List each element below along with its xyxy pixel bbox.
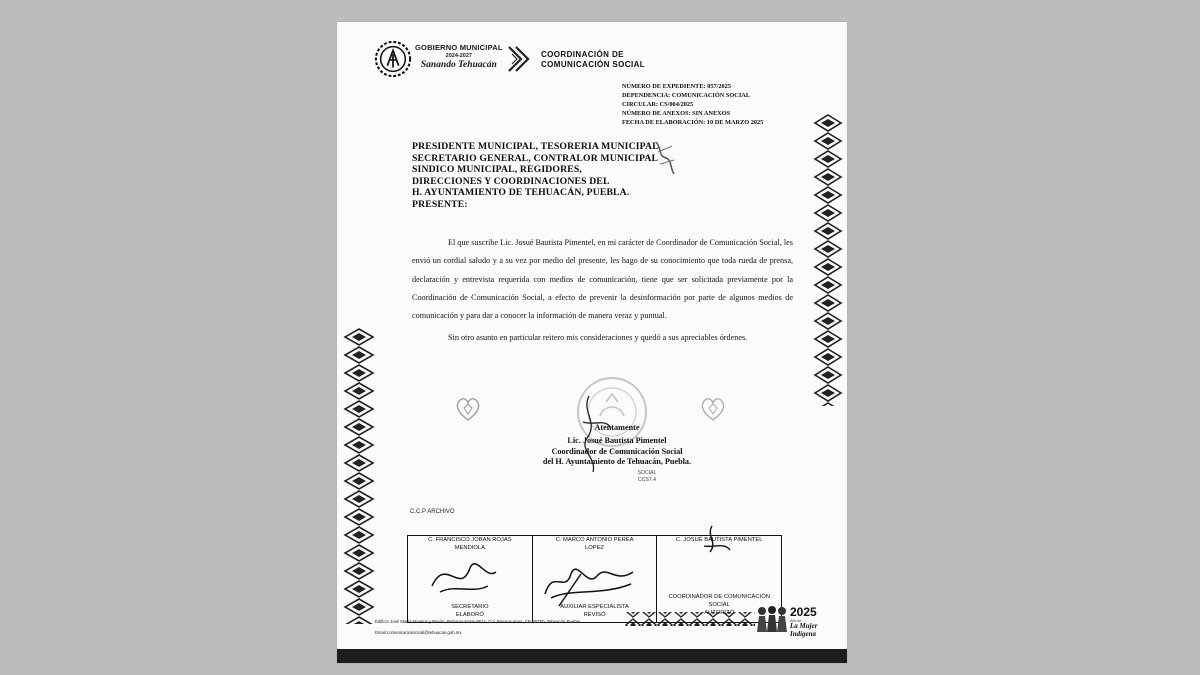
left-textile-ornament <box>343 328 375 624</box>
body-paragraph-2: Sin otro asunto en particular reitero mis consideraciones y quedó a sus apreciables órdenes. <box>448 333 748 343</box>
handwritten-signature-2 <box>541 554 641 608</box>
campaign-title <box>790 623 817 638</box>
addressee-line-1: PRESIDENTE MUNICIPAL, TESORERIA MUNICIPAL <box>412 141 659 152</box>
meta-expediente: NÚMERO DE EXPEDIENTE: 057/2025 <box>622 83 731 90</box>
handwritten-signature-1 <box>426 550 501 602</box>
body-paragraph-1: El que suscribe Lic. Josué Bautista Pimentel, en mi carácter de Coordinador de Comunicación Social, les envió un cordial saludo y a su vez por medio del presente, les hago de su conocimiento que toda rueda de prensa, declaración y entrevista requerida con medios de comunicación, tiene que ser solicitada previamente por la Coordinación de Comunicación Social, a efecto de prevenir la desinformación por parte de algunos medios de comunicación y para dar a conocer la información de manera veraz y puntual. <box>412 238 793 321</box>
footer-contact <box>375 616 581 638</box>
action-label: REVISÓ <box>583 612 606 618</box>
signer-entity: del H. Ayuntamiento de Tehuacán, Puebla. <box>542 457 692 467</box>
government-heading <box>415 43 503 70</box>
role-label: AUXILIAR ESPECIALISTA <box>560 604 629 610</box>
footer-address: Edificio José María Morelos y Pavón, Reforma Norte #614, Col. Buenos Aires, CP. 75750, Tehuacán Puebla. <box>375 619 582 624</box>
heart-ornament-left <box>453 394 483 424</box>
signature-cell-1 <box>408 536 533 623</box>
coordination-line-2: COMUNICACIÓN SOCIAL <box>541 60 646 69</box>
scan-bottom-edge <box>337 649 847 663</box>
signature-cell-name <box>533 536 657 552</box>
campaign-line-1: La Mujer <box>790 622 818 630</box>
municipal-seal-logo <box>374 40 412 78</box>
stamp-text-1: SOCIAL <box>637 470 657 476</box>
addressee-block <box>412 141 659 211</box>
campaign-line-2: Indígena <box>790 629 817 638</box>
received-stamp-mark <box>652 138 678 178</box>
addressee-line-6: PRESENTE: <box>412 198 468 210</box>
name-line-1: C. MARCO ANTONIO PEREA <box>555 537 634 543</box>
heart-ornament-right <box>697 394 729 424</box>
document-page <box>337 22 847 663</box>
ccp-label: C.C.P ARCHIVO <box>410 509 455 515</box>
government-slogan: Sanando Tehuacán <box>420 60 497 70</box>
signature-table <box>407 535 782 623</box>
footer-email: Email:comunicacionsocial@tehuacan.gob.mx <box>375 630 462 635</box>
addressee-line-3: SINDICO MUNICIPAL, REGIDORES, <box>412 164 582 176</box>
stamp-caption <box>617 470 677 483</box>
meta-fecha: FECHA DE ELABORACIÓN: 10 DE MARZO 2025 <box>622 119 764 126</box>
action-label: AUTORIZÓ <box>704 610 735 616</box>
role-label: COORDINADOR DE COMUNICACIÓN SOCIAL <box>668 594 770 608</box>
campaign-year-subtitle: Año de <box>790 619 802 623</box>
handwritten-signature-main <box>559 392 629 482</box>
name-line-1: C. FRANCISCO JOBAN ROJAS <box>428 537 512 543</box>
handwritten-signature-3 <box>692 524 742 564</box>
campaign-year: 2025 <box>790 605 817 619</box>
role-label: SECRETARIO <box>451 604 489 610</box>
coordination-heading <box>541 50 645 70</box>
addressee-line-5: H. AYUNTAMIENTO DE TEHUACÁN, PUEBLA. <box>412 187 630 199</box>
meta-circular: CIRCULAR: CS/004/2025 <box>622 101 694 108</box>
addressee-line-2: SECRETARIO GENERAL, CONTRALOR MUNICIPAL <box>412 152 659 164</box>
addressee-line-4: DIRECCIONES Y COORDINACIONES DEL <box>412 175 610 187</box>
name-line-2: MENDIOLA <box>454 544 485 551</box>
letter-body <box>412 234 793 348</box>
signer-position: Coordinador de Comunicación Social <box>551 446 683 456</box>
right-textile-ornament <box>813 114 843 406</box>
name-line-1: C. JOSUÉ BAUTISTA PIMENTEL <box>675 537 763 543</box>
closing-text: Atentamente <box>594 423 640 432</box>
name-line-2: LOPEZ <box>585 544 605 551</box>
stamp-text-2: CCS7.4 <box>637 476 657 483</box>
government-years: 2024-2027 <box>445 53 472 59</box>
meta-anexos: NÚMERO DE ANEXOS: SIN ANEXOS <box>622 110 731 117</box>
coordination-line-1: COORDINACIÓN DE <box>541 50 624 59</box>
signer-name: Lic. Josué Bautista Pimentel <box>567 436 667 446</box>
action-label: ELABORÓ <box>455 612 484 618</box>
government-title: GOBIERNO MUNICIPAL <box>415 43 503 52</box>
document-metadata <box>622 82 763 127</box>
coordination-chevron-logo <box>507 45 531 73</box>
indigenous-women-figures <box>755 604 789 634</box>
meta-dependencia: DEPENDENCIA: COMUNICACIÓN SOCIAL <box>622 92 751 99</box>
signature-cell-2 <box>532 536 657 623</box>
